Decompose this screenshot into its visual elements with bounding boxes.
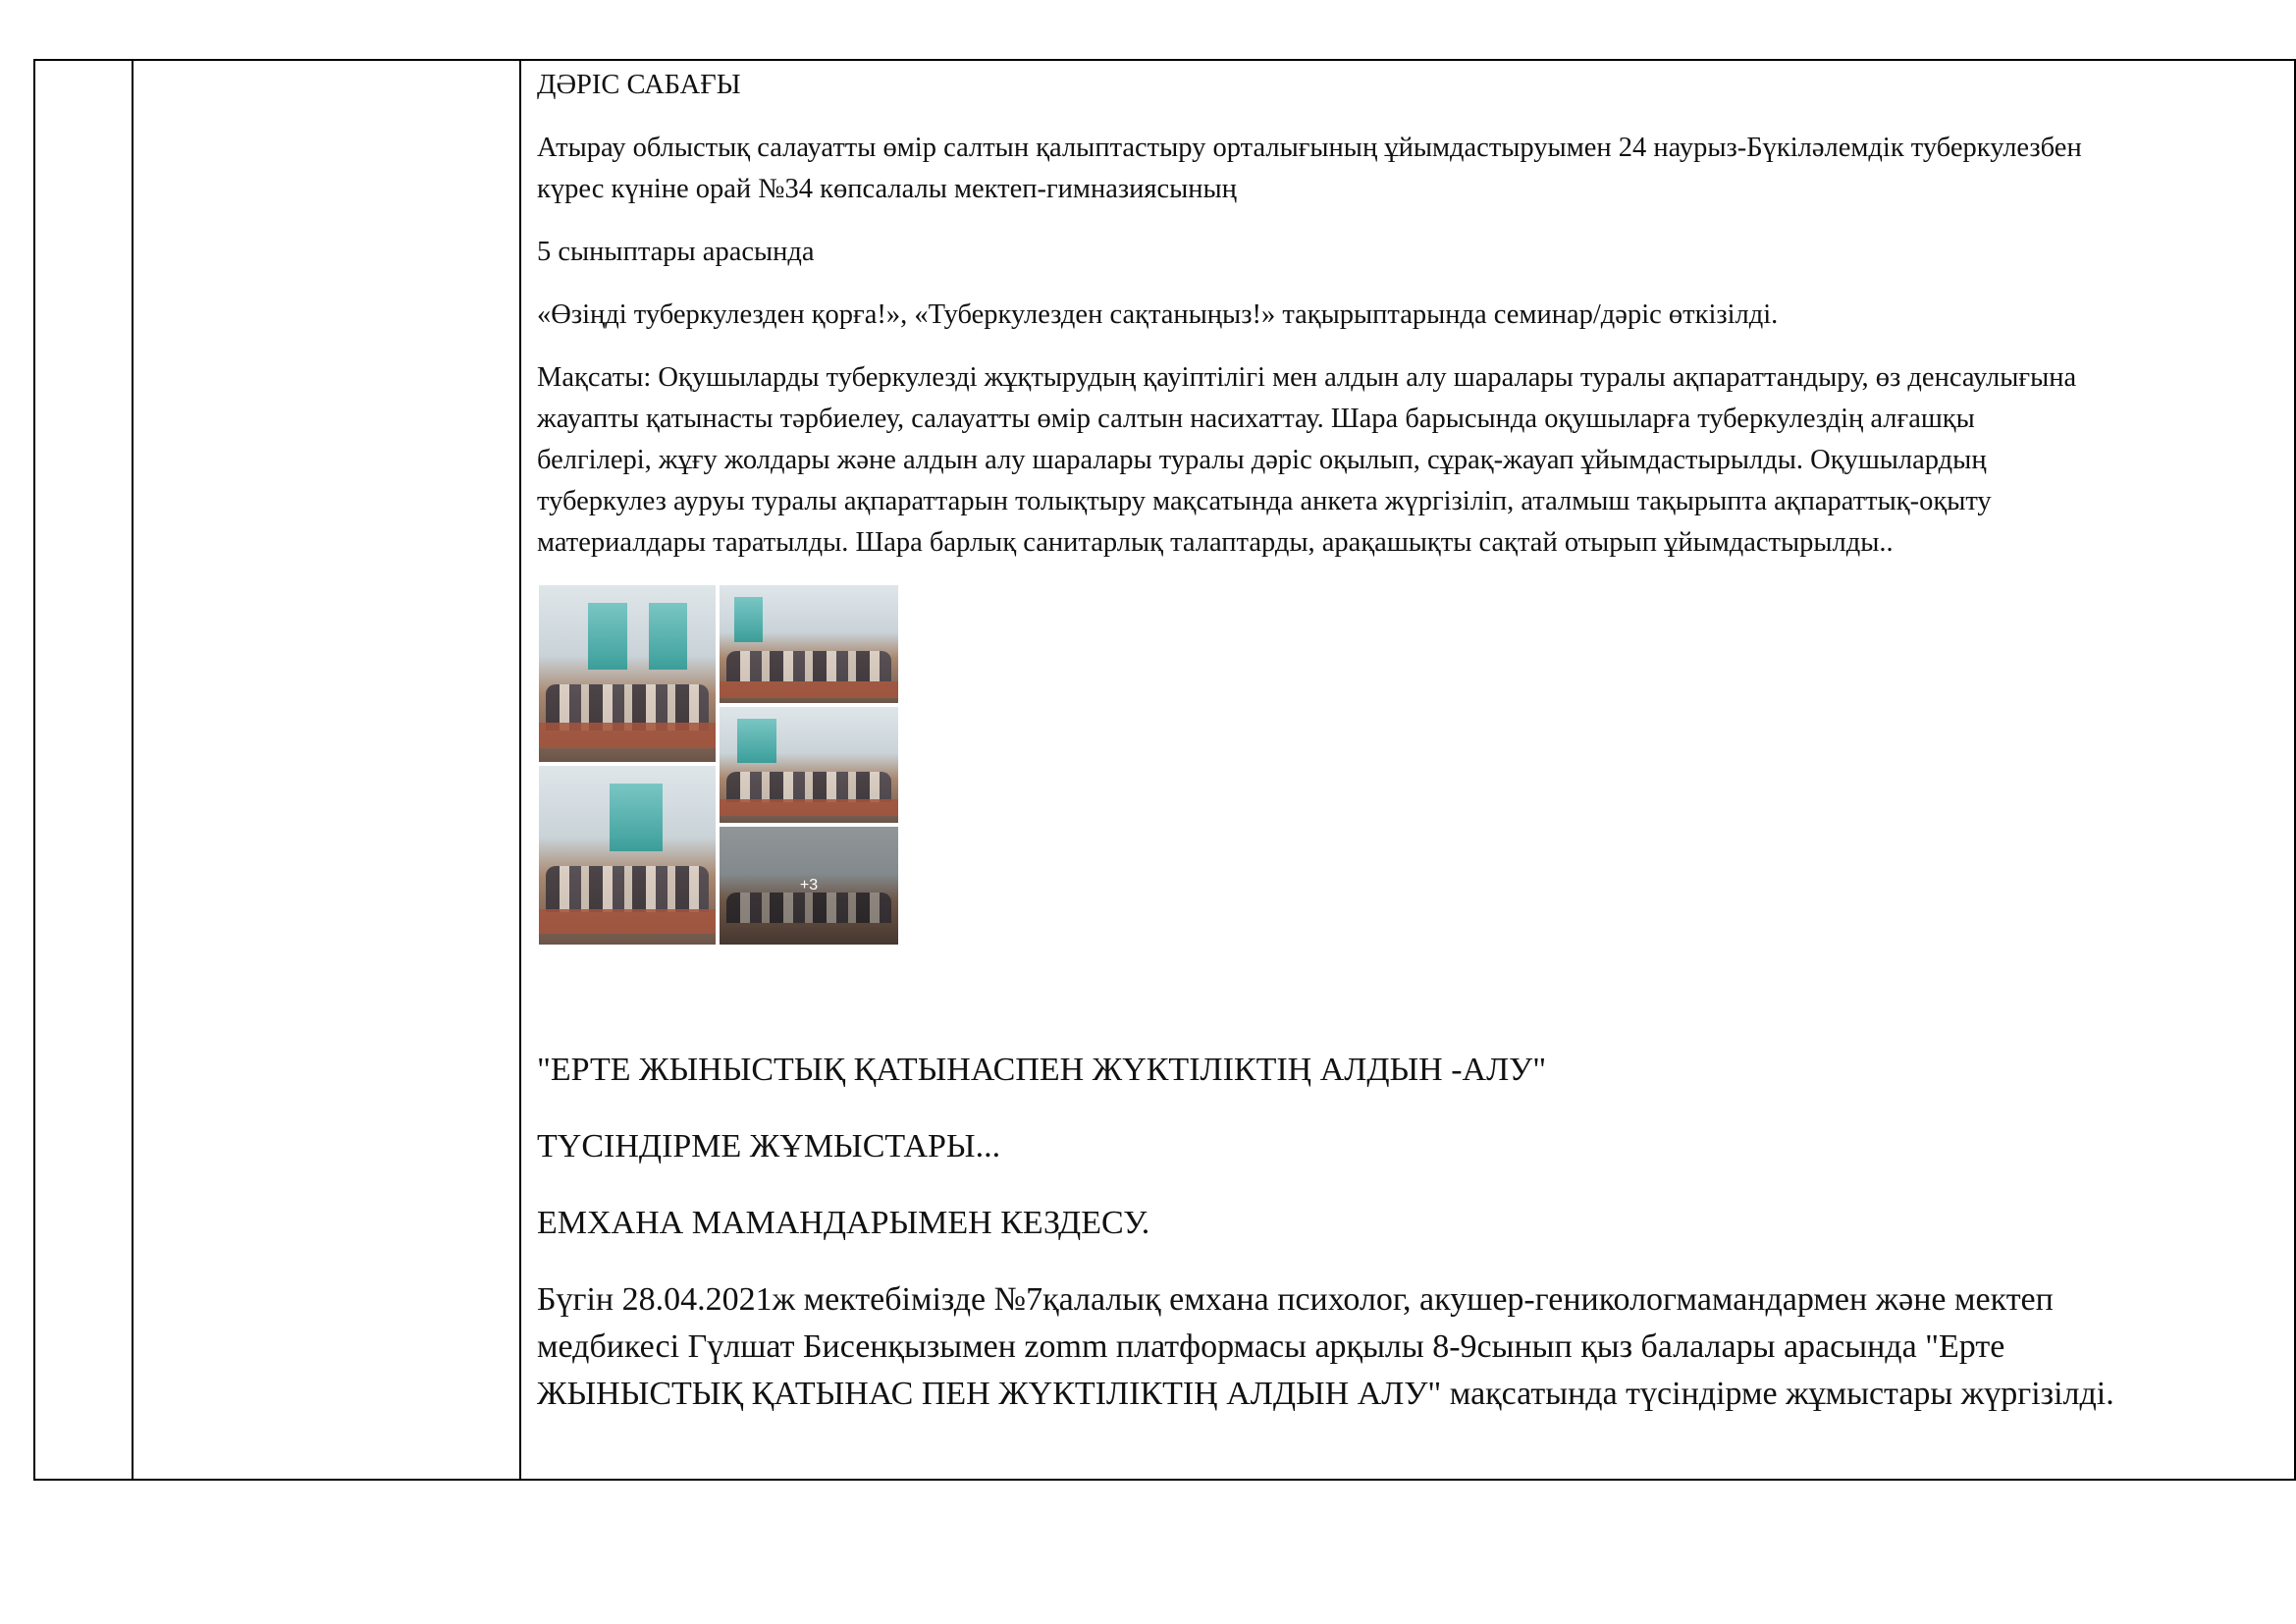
lecture-heading: ДӘРІС САБАҒЫ bbox=[537, 70, 741, 100]
goal-line: белгілері, жұғу жолдары және алдын алу шаралары туралы дәріс оқылып, сұрақ-жауап ұйымдастырылды. Оқушылардың bbox=[537, 445, 1987, 475]
lecture-goal bbox=[537, 357, 2284, 564]
body-line: ЖЫНЫСТЫҚ ҚАТЫНАС ПЕН ЖҮКТІЛІКТІҢ АЛДЫН АЛУ" мақсатында түсіндірме жұмыстары жүргізілді. bbox=[537, 1376, 2114, 1412]
window-shape bbox=[649, 603, 688, 670]
intro-line-2: күрес күніне орай №34 көпсалалы мектеп-гимназиясының bbox=[537, 174, 1237, 204]
classroom-photo bbox=[720, 585, 898, 703]
event-body bbox=[537, 1276, 2284, 1418]
report-table bbox=[33, 59, 2296, 1481]
body-line: медбикесі Гүлшат Бисенқызымен zomm платформасы арқылы 8-9сынып қыз балалары арасында "Ерте bbox=[537, 1328, 2005, 1365]
event-meeting: ЕМХАНА МАМАНДАРЫМЕН КЕЗДЕСУ. bbox=[537, 1205, 1150, 1241]
goal-line: туберкулез ауруы туралы ақпараттарын толықтыру мақсатында анкета жүргізіліп, аталмыш тақырыпта ақпараттық-оқыту bbox=[537, 486, 1992, 516]
window-shape bbox=[610, 784, 663, 851]
students-shape bbox=[726, 651, 890, 681]
desk-shape bbox=[539, 723, 716, 747]
students-shape bbox=[726, 772, 890, 802]
more-photos-count[interactable]: +3 bbox=[720, 827, 898, 945]
desk-shape bbox=[720, 681, 898, 698]
goal-line: жауапты қатынасты тәрбиелеу, салауатты өмір салтын насихаттау. Шара барысында оқушыларға туберкулездің алғашқы bbox=[537, 404, 1975, 434]
intro-line-1: Атырау облыстық салауатты өмір салтын қалыптастыру орталығының ұйымдастыруымен 24 наурыз-Бүкіләлемдік туберкулезбен bbox=[537, 133, 2082, 163]
lecture-intro bbox=[537, 128, 2284, 210]
desk-shape bbox=[720, 799, 898, 816]
table-row bbox=[34, 60, 2295, 1480]
content-cell bbox=[520, 60, 2295, 1480]
classroom-photo bbox=[720, 707, 898, 823]
event-title: "ЕРТЕ ЖЫНЫСТЫҚ ҚАТЫНАСПЕН ЖҮКТІЛІКТІҢ АЛДЫН -АЛУ" bbox=[537, 1052, 1547, 1088]
students-shape bbox=[546, 866, 709, 912]
empty-cell-name bbox=[133, 60, 520, 1480]
empty-cell-number bbox=[34, 60, 133, 1480]
photo-collage bbox=[539, 585, 898, 945]
body-line: Бүгін 28.04.2021ж мектебімізде №7қалалық емхана психолог, акушер-геникологмамандармен және мектеп bbox=[537, 1281, 2054, 1318]
goal-line: Мақсаты: Оқушыларды туберкулезді жұқтырудың қауіптілігі мен алдын алу шаралары туралы ақпараттандыру, өз денсаулығына bbox=[537, 362, 2077, 393]
event-subtitle: ТҮСІНДІРМЕ ЖҰМЫСТАРЫ... bbox=[537, 1128, 1001, 1164]
classroom-photo[interactable] bbox=[720, 827, 898, 945]
lecture-topics: «Өзіңді туберкулезден қорға!», «Туберкулезден сақтаныңыз!» тақырыптарында семинар/дәріс өткізілді. bbox=[537, 299, 1779, 330]
goal-line: материалдары таратылды. Шара барлық санитарлық талаптарды, арақашықты сақтай отырып ұйымдастырылды.. bbox=[537, 527, 1894, 558]
lecture-classes: 5 сыныптары арасында bbox=[537, 237, 815, 267]
window-shape bbox=[737, 719, 776, 763]
classroom-photo bbox=[539, 585, 716, 762]
desk-shape bbox=[539, 909, 716, 934]
window-shape bbox=[588, 603, 627, 670]
window-shape bbox=[734, 597, 763, 642]
classroom-photo bbox=[539, 766, 716, 945]
